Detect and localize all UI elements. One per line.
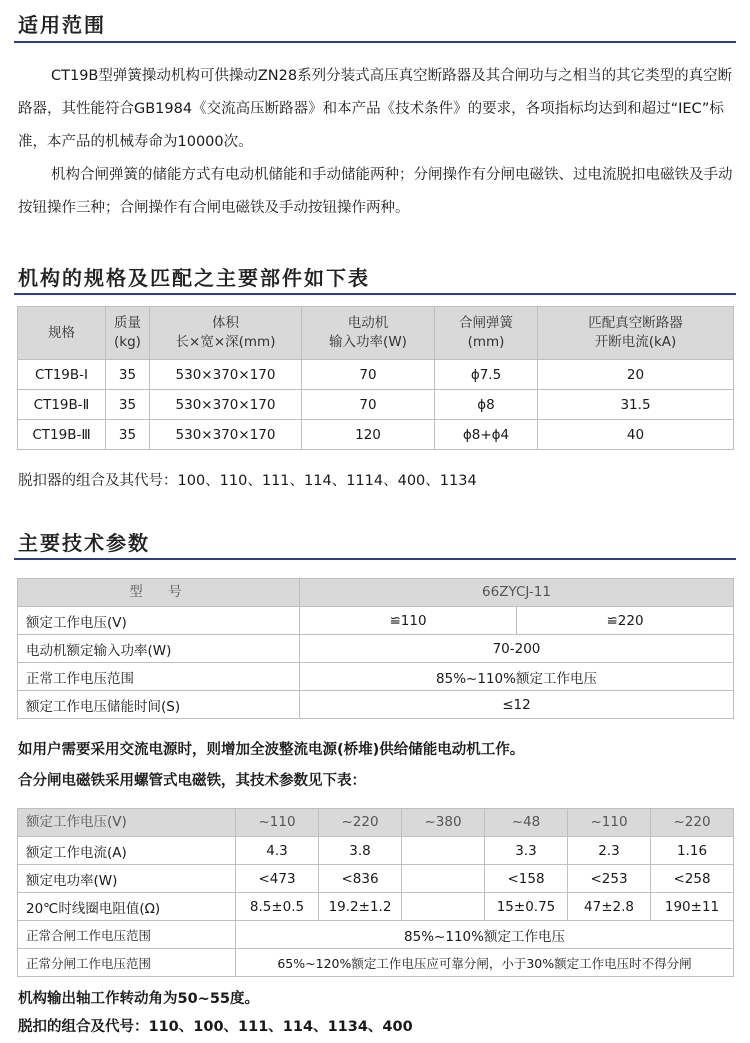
cell-breaking-current: 40 xyxy=(538,420,734,450)
open-range-value: 65%~120%额定工作电压应可靠分闸，小于30%额定工作电压时不得分闸 xyxy=(236,949,734,977)
coil-cell: 1.16 xyxy=(651,837,734,865)
table-row xyxy=(18,921,734,949)
table-row xyxy=(18,635,734,663)
cell-closing-spring: ϕ8 xyxy=(435,390,538,420)
coil-row-label: 额定工作电流(A) xyxy=(18,837,236,865)
coil-cell: 19.2±1.2 xyxy=(319,893,402,921)
spec-table-header xyxy=(18,307,734,360)
section-divider xyxy=(14,41,736,43)
coil-cell: 47±2.8 xyxy=(568,893,651,921)
open-range-label: 正常分闸工作电压范围 xyxy=(18,949,236,977)
coil-cell: <253 xyxy=(568,865,651,893)
close-range-value: 85%~110%额定工作电压 xyxy=(236,921,734,949)
coil-cell: <158 xyxy=(485,865,568,893)
section-divider xyxy=(14,293,736,295)
table-row xyxy=(18,663,734,691)
coil-table-intro: 合分闸电磁铁采用螺管式电磁铁，其技术参数见下表： xyxy=(18,773,366,789)
coil-voltage: ~220 xyxy=(651,809,734,837)
coil-cell xyxy=(402,893,485,921)
cell-motor-power: 120 xyxy=(302,420,435,450)
voltage-label: 额定工作电压(V) xyxy=(18,607,300,635)
coil-cell: 8.5±0.5 xyxy=(236,893,319,921)
cell-closing-spring: ϕ8+ϕ4 xyxy=(435,420,538,450)
voltage-value-220: ≌220 xyxy=(517,607,734,635)
power-value: 70-200 xyxy=(300,635,734,663)
coil-voltage: ~110 xyxy=(236,809,319,837)
coil-param-table xyxy=(17,808,734,977)
col-header-motor-power: 电动机 输入功率(W) xyxy=(302,307,435,360)
scope-paragraph-2: 机构合闸弹簧的储能方式有电动机储能和手动储能两种；分闸操作有分闸电磁铁、过电流脱扣电磁铁及手动按钮操作三种；合闸操作有合闸电磁铁及手动按钮操作两种。 xyxy=(18,167,733,216)
coil-cell: 2.3 xyxy=(568,837,651,865)
cell-volume: 530×370×170 xyxy=(150,390,302,420)
close-range-label: 正常合闸工作电压范围 xyxy=(18,921,236,949)
col-header-closing-spring: 合闸弹簧 (mm) xyxy=(435,307,538,360)
trip-combination-note: 脱扣器的组合及其代号：100、110、111、114、1114、400、1134 xyxy=(18,473,477,489)
table-row xyxy=(18,809,734,837)
coil-voltage: ~220 xyxy=(319,809,402,837)
cell-closing-spring: ϕ7.5 xyxy=(435,360,538,390)
range-label: 正常工作电压范围 xyxy=(18,663,300,691)
cell-mass: 35 xyxy=(106,390,150,420)
trip-code-note: 脱扣的组合及代号：110、100、111、114、1134、400 xyxy=(18,1019,413,1035)
storage-time-value: ≤12 xyxy=(300,691,734,719)
coil-row-label: 20℃时线圈电阻值(Ω) xyxy=(18,893,236,921)
coil-cell: 3.8 xyxy=(319,837,402,865)
model-label: 型 号 xyxy=(18,579,300,607)
coil-cell: <473 xyxy=(236,865,319,893)
section-title-scope: 适用范围 xyxy=(18,13,106,37)
motor-param-table xyxy=(17,578,734,719)
power-label: 电动机额定输入功率(W) xyxy=(18,635,300,663)
coil-cell: 190±11 xyxy=(651,893,734,921)
table-row xyxy=(18,691,734,719)
rotation-angle-note: 机构输出轴工作转动角为50~55度。 xyxy=(18,991,260,1007)
cell-model: CT19B-Ⅰ xyxy=(18,360,106,390)
col-header-breaking-current: 匹配真空断路器 开断电流(kA) xyxy=(538,307,734,360)
coil-cell: 3.3 xyxy=(485,837,568,865)
spec-table xyxy=(17,306,734,450)
range-value: 85%~110%额定工作电压 xyxy=(300,663,734,691)
cell-volume: 530×370×170 xyxy=(150,420,302,450)
table-row xyxy=(18,579,734,607)
storage-time-label: 额定工作电压储能时间(S) xyxy=(18,691,300,719)
col-header-volume: 体积 长×宽×深(mm) xyxy=(150,307,302,360)
coil-cell: <258 xyxy=(651,865,734,893)
model-value: 66ZYCJ-11 xyxy=(300,579,734,607)
voltage-value-110: ≌110 xyxy=(300,607,517,635)
coil-cell: 4.3 xyxy=(236,837,319,865)
section-title-tech-params: 主要技术参数 xyxy=(18,531,150,555)
cell-motor-power: 70 xyxy=(302,390,435,420)
coil-voltage: ~48 xyxy=(485,809,568,837)
table-row xyxy=(18,893,734,921)
table-row xyxy=(18,360,734,390)
cell-breaking-current: 20 xyxy=(538,360,734,390)
ac-power-note: 如用户需要采用交流电源时，则增加全波整流电源(桥堆)供给储能电动机工作。 xyxy=(18,742,525,758)
col-header-model: 规格 xyxy=(18,307,106,360)
table-row xyxy=(18,949,734,977)
table-row xyxy=(18,865,734,893)
coil-cell: <836 xyxy=(319,865,402,893)
cell-mass: 35 xyxy=(106,420,150,450)
coil-voltage: ~380 xyxy=(402,809,485,837)
coil-cell xyxy=(402,865,485,893)
table-row xyxy=(18,607,734,635)
table-row xyxy=(18,420,734,450)
coil-voltage: ~110 xyxy=(568,809,651,837)
cell-mass: 35 xyxy=(106,360,150,390)
scope-paragraph-1: CT19B型弹簧操动机构可供操动ZN28系列分装式高压真空断路器及其合闸功与之相当的其它类型的真空断路器，其性能符合GB1984《交流高压断路器》和本产品《技术条件》的要求，各项指标均达到和超过“IEC”标准，本产品的机械寿命为10000次。 xyxy=(18,68,733,150)
coil-header-label: 额定工作电压(V) xyxy=(18,809,236,837)
table-row xyxy=(18,837,734,865)
cell-motor-power: 70 xyxy=(302,360,435,390)
cell-model: CT19B-Ⅱ xyxy=(18,390,106,420)
coil-cell xyxy=(402,837,485,865)
coil-row-label: 额定电功率(W) xyxy=(18,865,236,893)
cell-breaking-current: 31.5 xyxy=(538,390,734,420)
cell-volume: 530×370×170 xyxy=(150,360,302,390)
col-header-mass: 质量 (kg) xyxy=(106,307,150,360)
section-title-specs: 机构的规格及匹配之主要部件如下表 xyxy=(18,266,370,290)
cell-model: CT19B-Ⅲ xyxy=(18,420,106,450)
coil-cell: 15±0.75 xyxy=(485,893,568,921)
section-divider xyxy=(14,558,736,560)
table-row xyxy=(18,390,734,420)
